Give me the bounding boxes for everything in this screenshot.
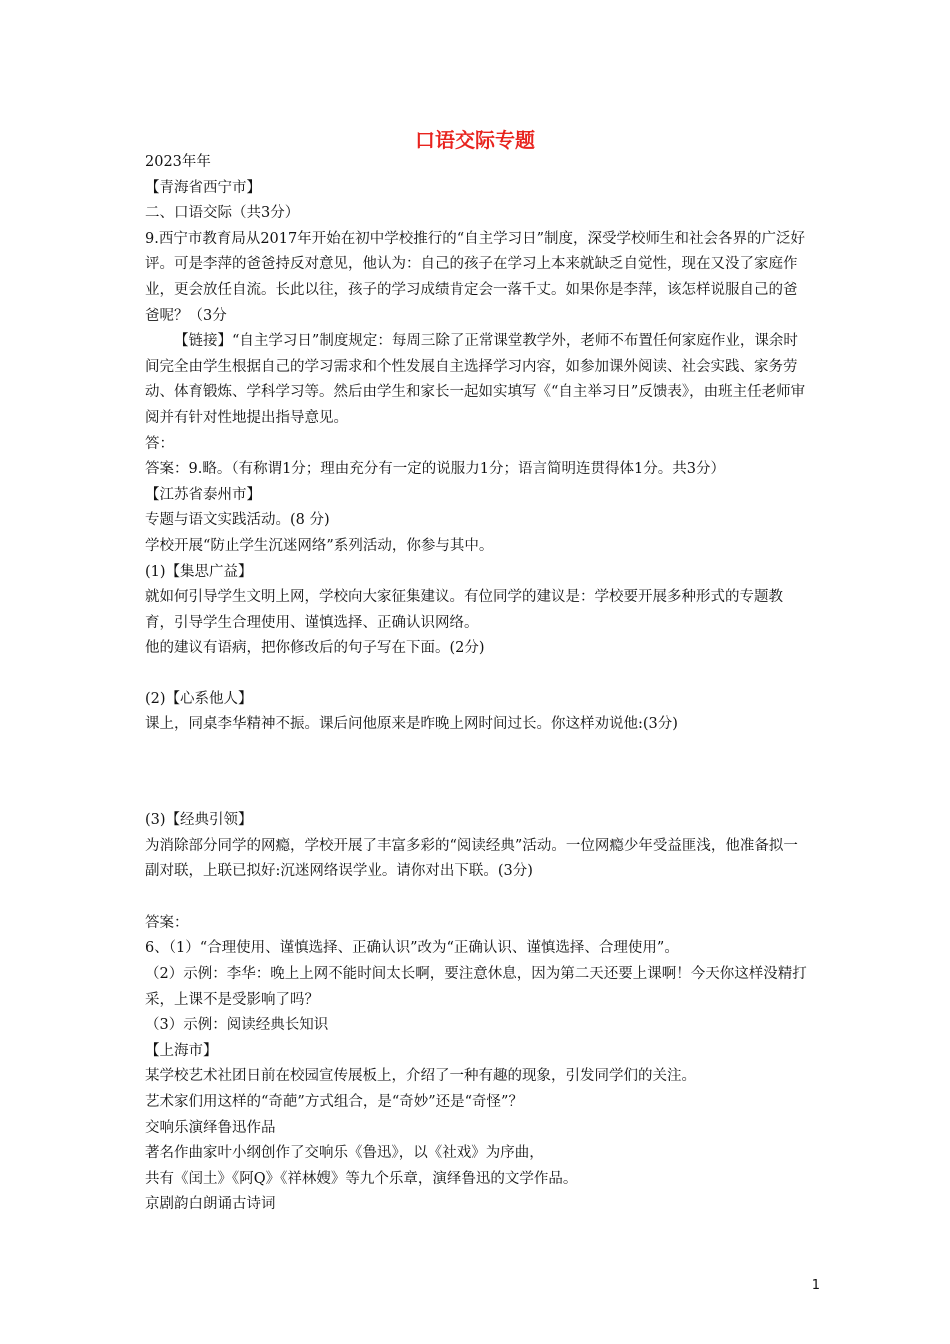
answer-space-q2	[145, 738, 807, 808]
jiangsu-answer-1: 6、（1）“合理使用、谨慎选择、正确认识”改为“正确认识、谨慎选择、合理使用”。	[145, 940, 679, 957]
shanghai-question: 艺术家们用这样的“奇葩”方式组合，是“奇妙”还是“奇怪”？	[145, 1094, 523, 1110]
q1-title: (1)【集思广益】	[145, 563, 253, 580]
jiangsu-answer-2: （2）示例：李华：晚上上网不能时间太长啊，要注意休息，因为第二天还要上课啊！今天你这样没精打采，上课不是受影响了吗？	[145, 966, 807, 1008]
shanghai-item2-title: 京剧韵白朗诵古诗词	[145, 1196, 276, 1213]
jiangsu-intro: 专题与语文实践活动。(8 分)	[145, 512, 330, 529]
shanghai-item1-title: 交响乐演绎鲁迅作品	[145, 1119, 276, 1136]
year-line: 2023年年	[145, 154, 211, 170]
shanghai-item1-line2: 共有《闰土》《阿Q》《祥林嫂》等九个乐章，演绎鲁迅的文学作品。	[145, 1170, 578, 1187]
jiangsu-answer-3: （3）示例：阅读经典长知识	[145, 1017, 329, 1034]
link-paragraph: 【链接】“自主学习日”制度规定：每周三除了正常课堂教学外，老师不布置任何家庭作业，课余时间完全由学生根据自己的学习需求和个性发展自主选择学习内容，如参加课外阅读、社会实践、家务劳动、体育锻炼、学科学习等。然后由学生和家长一起如实填写《“自主举习日”反馈表》，由班主任老师审阅并有针对性地提出指导意见。	[145, 333, 806, 426]
answer-space-q3	[145, 885, 807, 911]
section-subheading: 二、口语交际（共3分）	[145, 205, 300, 222]
jiangsu-context: 学校开展“防止学生沉迷网络”系列活动，你参与其中。	[145, 537, 494, 554]
question-9: 9.西宁市教育局从2017年开始在初中学校推行的“自主学习日”制度，深受学校师生和社会各界的广泛好评。可是李萍的爸爸持反对意见，他认为：自己的孩子在学习上本来就缺乏自觉性，现在又没了家庭作业，更会放任自流。长此以往，孩子的学习成绩肯定会一落千丈。如果你是李萍，该怎样说服自己的爸爸呢？（3分	[145, 230, 806, 324]
document-title: 口语交际专题	[415, 128, 535, 152]
shanghai-intro: 某学校艺术社团日前在校园宣传展板上，介绍了一种有趣的现象，引发同学们的关注。	[145, 1068, 696, 1085]
section-heading-jiangsu: 【江苏省泰州市】	[145, 486, 261, 503]
section-heading-qinghai: 【青海省西宁市】	[145, 179, 261, 196]
q1-prompt: 他的建议有语病，把你修改后的句子写在下面。(2分)	[145, 640, 485, 657]
section-heading-shanghai: 【上海市】	[145, 1042, 218, 1059]
q3-text: 为消除部分同学的网瘾，学校开展了丰富多彩的“阅读经典”活动。一位网瘾少年受益匪浅，他准备拟一副对联，上联已拟好:沉迷网络误学业。请你对出下联。(3分)	[145, 837, 798, 880]
page-number: 1	[811, 1278, 820, 1293]
answer-space-q1	[145, 662, 807, 687]
jiangsu-answer-label: 答案：	[145, 914, 189, 931]
shanghai-item1-line1: 著名作曲家叶小纲创作了交响乐《鲁迅》，以《社戏》为序曲，	[145, 1145, 544, 1162]
answer-9: 答案：9.略。（有称谓1分；理由充分有一定的说服力1分；语言简明连贯得体1分。共3分）	[145, 461, 725, 478]
q2-title: (2)【心系他人】	[145, 690, 253, 707]
answer-label: 答：	[145, 435, 174, 452]
q1-text: 就如何引导学生文明上网，学校向大家征集建议。有位同学的建议是：学校要开展多种形式的专题教育，引导学生合理使用、谨慎选择、正确认识网络。	[145, 589, 783, 631]
q3-title: (3)【经典引领】	[145, 812, 253, 829]
q2-text: 课上，同桌李华精神不振。课后问他原来是昨晚上网时间过长。你这样劝说他:(3分)	[145, 716, 678, 733]
document-body	[145, 150, 807, 1218]
